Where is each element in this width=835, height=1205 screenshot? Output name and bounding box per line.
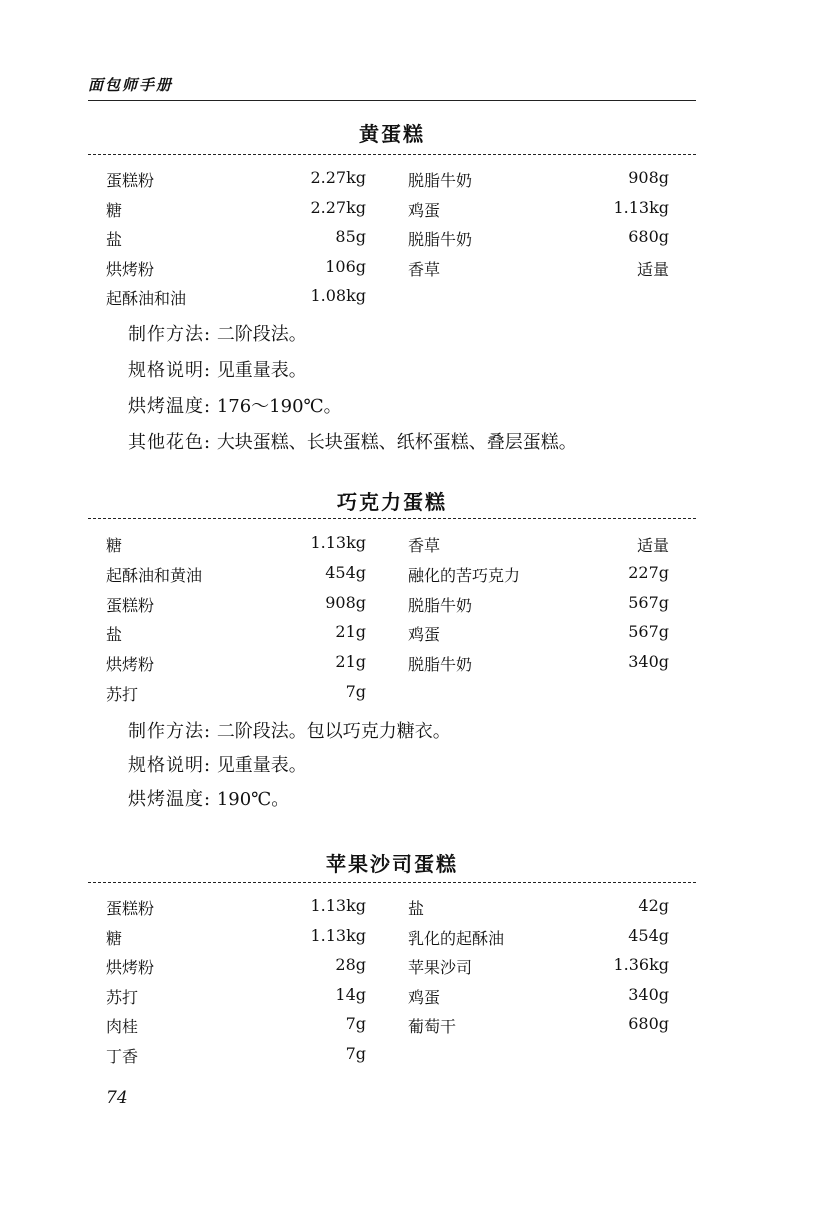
ingredient-amount: 1.13kg	[310, 896, 366, 915]
ingredient-amount: 454g	[628, 925, 669, 945]
ingredient-name: 蛋糕粉	[106, 899, 155, 918]
ingredient-amount: 454g	[325, 562, 366, 582]
page-number: 74	[106, 1088, 128, 1108]
ingredient-amount: 7g	[345, 1044, 366, 1063]
note-label: 规格说明:	[128, 755, 212, 776]
note-value: 大块蛋糕、长块蛋糕、纸杯蛋糕、叠层蛋糕。	[216, 432, 577, 453]
ingredient-name: 融化的苦巧克力	[408, 565, 521, 585]
ingredient-name: 烘烤粉	[106, 655, 155, 675]
method-note	[128, 785, 289, 811]
ingredient-name: 葡萄干	[408, 1017, 457, 1037]
ingredient-amount: 1.13kg	[613, 197, 669, 217]
ingredient-amount: 567g	[628, 622, 669, 642]
ingredient-amount: 7g	[345, 1014, 366, 1034]
ingredient-name: 脱脂牛奶	[408, 655, 473, 675]
note-value: 176～190℃。	[216, 396, 342, 417]
ingredient-amount: 106g	[325, 256, 366, 276]
ingredient-name: 鸡蛋	[408, 987, 441, 1007]
ingredient-amount: 21g	[335, 622, 366, 642]
method-note	[128, 751, 307, 777]
ingredient-amount: 340g	[628, 652, 669, 672]
ingredient-amount: 1.08kg	[310, 286, 366, 305]
ingredient-amount: 1.13kg	[310, 533, 366, 552]
method-note	[128, 392, 342, 418]
ingredient-amount: 28g	[335, 955, 366, 975]
recipe-title: 黄蛋糕	[359, 122, 425, 146]
header-rule	[88, 100, 696, 101]
note-value: 二阶段法。	[216, 324, 307, 345]
ingredient-amount: 85g	[335, 227, 366, 246]
title-rule	[88, 882, 696, 883]
method-note	[128, 320, 307, 346]
ingredient-amount: 908g	[325, 592, 366, 612]
ingredient-amount: 42g	[638, 896, 669, 915]
method-note	[128, 717, 451, 743]
recipe-title: 巧克力蛋糕	[337, 490, 447, 514]
ingredient-amount: 908g	[628, 168, 669, 187]
running-header: 面包师手册	[88, 76, 174, 94]
note-label: 烘烤温度:	[128, 789, 212, 810]
ingredient-name: 起酥油和油	[106, 289, 187, 308]
note-label: 其他花色:	[128, 432, 212, 453]
ingredient-name: 脱脂牛奶	[408, 595, 473, 615]
ingredient-name: 烘烤粉	[106, 259, 155, 279]
ingredient-name: 苏打	[106, 987, 139, 1007]
recipe-title: 苹果沙司蛋糕	[326, 852, 458, 876]
ingredient-amount: 适量	[636, 259, 669, 279]
ingredient-amount: 2.27kg	[310, 197, 366, 217]
ingredient-name: 蛋糕粉	[106, 171, 155, 190]
ingredient-name: 盐	[106, 625, 123, 645]
ingredient-name: 香草	[408, 259, 441, 279]
note-label: 规格说明:	[128, 360, 212, 381]
ingredient-name: 起酥油和黄油	[106, 565, 203, 585]
ingredient-name: 乳化的起酥油	[408, 928, 505, 948]
ingredient-name: 糖	[106, 928, 123, 948]
ingredient-name: 烘烤粉	[106, 958, 155, 978]
ingredient-name: 蛋糕粉	[106, 595, 155, 615]
ingredient-name: 香草	[408, 536, 441, 555]
ingredient-name: 糖	[106, 536, 123, 555]
note-value: 见重量表。	[216, 755, 307, 776]
ingredient-amount: 227g	[628, 562, 669, 582]
note-label: 制作方法:	[128, 324, 212, 345]
title-rule	[88, 154, 696, 155]
ingredient-name: 脱脂牛奶	[408, 230, 473, 249]
ingredient-name: 苹果沙司	[408, 958, 473, 978]
ingredient-name: 糖	[106, 200, 123, 220]
note-value: 190℃。	[216, 789, 290, 810]
note-label: 制作方法:	[128, 721, 212, 742]
ingredient-name: 脱脂牛奶	[408, 171, 473, 190]
ingredient-name: 肉桂	[106, 1017, 139, 1037]
ingredient-amount: 7g	[345, 682, 366, 701]
ingredient-amount: 567g	[628, 592, 669, 612]
ingredient-name: 苏打	[106, 685, 139, 704]
ingredient-amount: 680g	[628, 1014, 669, 1034]
ingredient-name: 鸡蛋	[408, 200, 441, 220]
ingredient-name: 鸡蛋	[408, 625, 441, 645]
ingredient-amount: 适量	[636, 536, 669, 555]
ingredient-amount: 1.36kg	[613, 955, 669, 975]
ingredient-amount: 2.27kg	[310, 168, 366, 187]
note-value: 二阶段法。包以巧克力糖衣。	[216, 721, 451, 742]
ingredient-amount: 340g	[628, 984, 669, 1004]
ingredient-name: 盐	[408, 899, 425, 918]
ingredient-name: 盐	[106, 230, 123, 249]
ingredient-name: 丁香	[106, 1047, 139, 1066]
method-note	[128, 428, 577, 454]
note-label: 烘烤温度:	[128, 396, 212, 417]
ingredient-amount: 680g	[628, 227, 669, 246]
note-value: 见重量表。	[216, 360, 307, 381]
ingredient-amount: 1.13kg	[310, 925, 366, 945]
method-note	[128, 356, 307, 382]
ingredient-amount: 14g	[335, 984, 366, 1004]
title-rule	[88, 518, 696, 519]
ingredient-amount: 21g	[335, 652, 366, 672]
